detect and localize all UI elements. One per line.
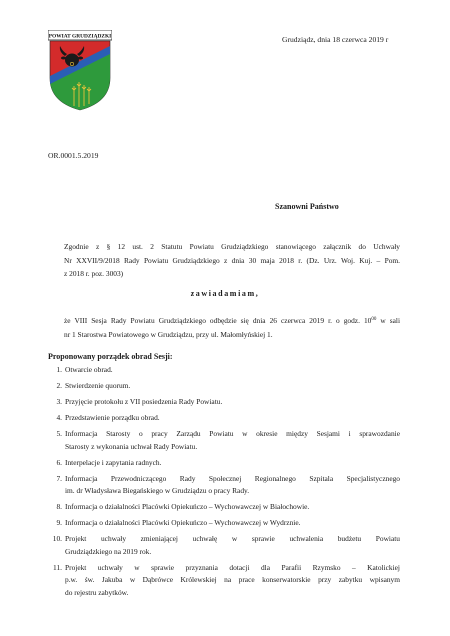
agenda-item-text: p.w. św. Jakuba w Dąbrówce Królewskiej na prace konserwatorskie przy zabytku wpisanym	[65, 575, 400, 584]
agenda-item-number: 6.	[56, 457, 62, 467]
agenda-item	[48, 473, 400, 498]
agenda-item	[48, 517, 400, 530]
agenda-item-text: Projekt uchwały w sprawie przyznania dotacji dla Parafii Rzymsko – Katolickiej	[65, 562, 400, 572]
intro-line: Zgodnie z § 12 ust. 2 Statutu Powiatu Grudziądzkiego stanowiącego załącznik do Uchwały	[64, 242, 400, 251]
agenda-item-number: 5.	[56, 429, 62, 438]
agenda-item-text: Grudziądzkiego na 2019 rok.	[65, 546, 152, 556]
agenda-item	[48, 562, 400, 600]
session-paragraph	[64, 313, 400, 341]
agenda-item	[48, 501, 400, 514]
agenda-item-number: 11.	[53, 562, 62, 572]
agenda-item-number: 1.	[56, 365, 62, 374]
agenda-item-number: 3.	[56, 397, 62, 406]
agenda-item	[48, 396, 400, 409]
session-line: że VIII Sesja Rady Powiatu Grudziądzkiego odbędzie się dnia 26 czerwca 2019 r. o godz. $10^{00}$ w sali	[64, 316, 400, 325]
agenda-item-number: 2.	[56, 381, 62, 390]
agenda-list	[48, 364, 400, 603]
agenda-item	[48, 533, 400, 558]
agenda-item-text: Informacja Przewodniczącego Rady Społecznej Regionalnego Szpitala Specjalistycznego	[65, 473, 400, 483]
agenda-item-text: Starosty z wykonania uchwał Rady Powiatu.	[65, 441, 198, 451]
agenda-item	[48, 380, 400, 393]
intro-paragraph	[64, 240, 400, 281]
county-coat-of-arms	[48, 30, 112, 112]
intro-line: Nr XXVII/9/2018 Rady Powiatu Grudziądzkiego z dnia 30 maja 2018 r. (Dz. Urz. Woj. Kuj. – Pom.	[64, 255, 400, 265]
agenda-item-text: Informacja o działalności Placówki Opiekuńczo – Wychowawczej w Białochowie.	[65, 502, 310, 511]
salutation: Szanowni Państwo	[275, 202, 339, 211]
intro-line: z 2018 r. poz. 3003)	[64, 269, 124, 279]
agenda-item-text: Informacja o działalności Placówki Opiekuńczo – Wychowawczej w Wydrznie.	[65, 518, 301, 527]
reference-number: OR.0001.5.2019	[48, 151, 99, 160]
session-line: nr 1 Starostwa Powiatowego w Grudziądzu, przy ul. Małomłyńskiej 1.	[64, 329, 273, 339]
agenda-item	[48, 457, 400, 470]
agenda-item-number: 10.	[52, 534, 62, 543]
coat-of-arms-title: POWIAT GRUDZIĄDZKI	[48, 33, 112, 40]
agenda-item	[48, 364, 400, 377]
agenda-item-text: Przedstawienie porządku obrad.	[65, 413, 160, 422]
agenda-title: Proponowany porządek obrad Sesji:	[48, 352, 173, 361]
agenda-item-text: im. dr Władysława Biegańskiego w Grudziądzu o pracy Rady.	[65, 486, 250, 495]
agenda-item-number: 9.	[56, 518, 62, 527]
agenda-item-text: Projekt uchwały zmieniającej uchwałę w sprawie uchwalenia budżetu Powiatu	[65, 534, 400, 543]
agenda-item	[48, 412, 400, 425]
agenda-item-text: Przyjęcie protokołu z VII posiedzenia Rady Powiatu.	[65, 397, 223, 406]
agenda-item-text: Informacja Starosty o pracy Zarządu Powiatu w okresie między Sesjami i sprawozdanie	[65, 429, 400, 438]
agenda-item-text: Interpelacje i zapytania radnych.	[65, 457, 162, 467]
agenda-item	[48, 428, 400, 453]
agenda-item-text: do rejestru zabytków.	[65, 587, 129, 597]
agenda-item-number: 4.	[56, 413, 62, 422]
agenda-item-number: 8.	[56, 502, 62, 511]
agenda-item-text: Stwierdzenie quorum.	[65, 381, 131, 390]
announcement-heading: zawiadamiam,	[190, 289, 260, 298]
agenda-item-text: Otwarcie obrad.	[65, 365, 113, 374]
agenda-item-number: 7.	[56, 473, 62, 483]
date-line: Grudziądz, dnia 18 czerwca 2019 r	[282, 35, 389, 44]
